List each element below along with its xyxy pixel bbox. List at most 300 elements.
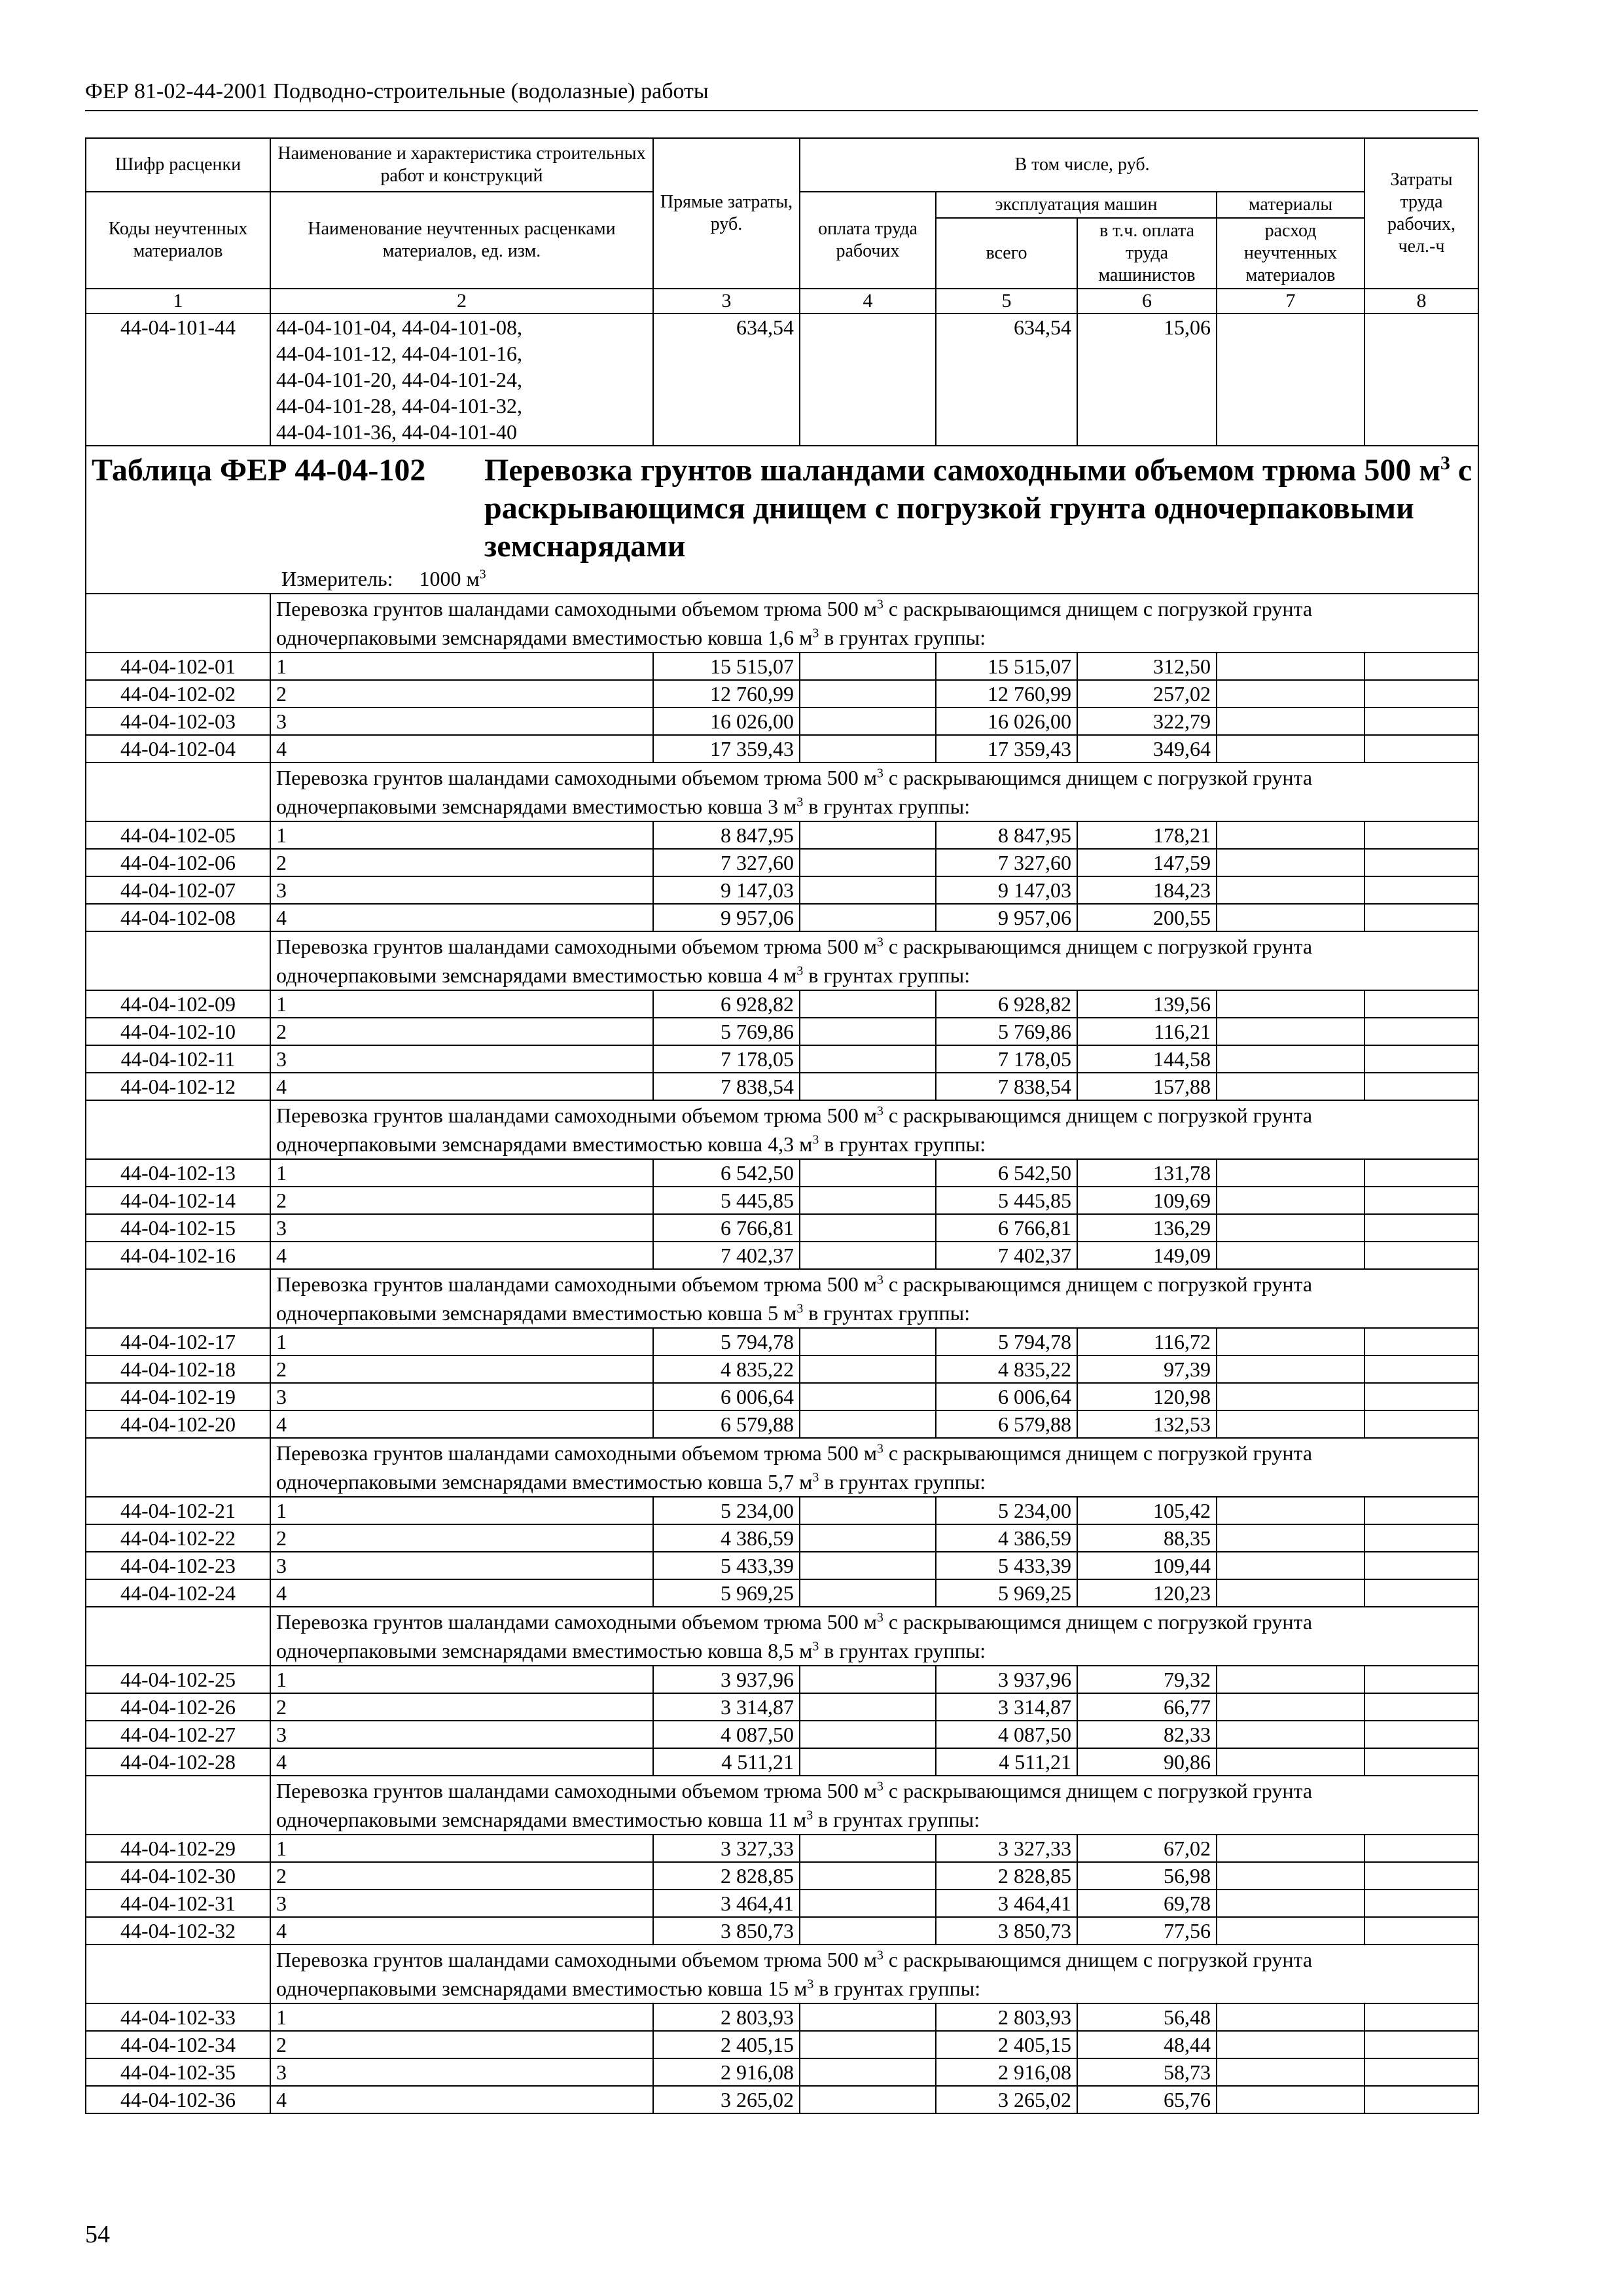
labor-cost — [1364, 1524, 1478, 1552]
section-empty-cell — [86, 1945, 270, 2003]
section-sup: 3 — [806, 1808, 813, 1823]
section-sup: 3 — [876, 1948, 883, 1963]
machines-total: 5 969,25 — [936, 1579, 1077, 1607]
labor-cost — [1364, 990, 1478, 1018]
machines-total: 7 178,05 — [936, 1045, 1077, 1073]
table-row — [86, 1328, 1478, 1355]
materials — [1217, 1045, 1364, 1073]
labor-cost — [1364, 1721, 1478, 1748]
direct-cost: 5 433,39 — [653, 1552, 800, 1579]
machines-total: 2 405,15 — [936, 2031, 1077, 2058]
machines-pay: 200,55 — [1077, 904, 1217, 931]
machines-total: 5 769,86 — [936, 1018, 1077, 1045]
col-direct-header: Прямые затраты, руб. — [653, 138, 800, 289]
soil-group: 2 — [270, 1355, 653, 1383]
labor-pay — [800, 876, 936, 904]
machines-pay: 97,39 — [1077, 1355, 1217, 1383]
direct-cost: 4 386,59 — [653, 1524, 800, 1552]
machines-total: 2 828,85 — [936, 1862, 1077, 1890]
section-header-row — [86, 594, 1478, 653]
direct-cost: 5 234,00 — [653, 1497, 800, 1524]
labor-pay — [800, 1579, 936, 1607]
section-text: Перевозка грунтов шаландами самоходными объемом трюма 500 м — [276, 1441, 877, 1465]
labor-cost — [1364, 1383, 1478, 1410]
rate-code: 44-04-102-01 — [86, 653, 270, 680]
section-sup: 3 — [796, 795, 804, 810]
section-sup: 3 — [796, 1301, 804, 1316]
labor-cost — [1364, 1242, 1478, 1269]
machines-total: 6 579,88 — [936, 1410, 1077, 1438]
rate-code: 44-04-102-18 — [86, 1355, 270, 1383]
machines-total: 17 359,43 — [936, 735, 1077, 762]
rate-code: 44-04-102-34 — [86, 2031, 270, 2058]
table-title-text: Перевозка грунтов шаландами самоходными объемом трюма 500 $м^3$ с раскрывающимся днищем с погрузкой грунта одночерпаковыми земснарядами — [484, 452, 1472, 564]
machines-total: 5 445,85 — [936, 1187, 1077, 1214]
section-text: в грунтах группы: — [819, 1132, 986, 1156]
machines-pay: 65,76 — [1077, 2086, 1217, 2113]
machines-total: 7 838,54 — [936, 1073, 1077, 1100]
table-row — [86, 849, 1478, 876]
table-row — [86, 1073, 1478, 1100]
section-text: Перевозка грунтов шаландами самоходными объемом трюма 500 м — [276, 1610, 877, 1634]
rate-code: 44-04-102-26 — [86, 1693, 270, 1721]
rate-code: 44-04-102-16 — [86, 1242, 270, 1269]
soil-group: 2 — [270, 1187, 653, 1214]
direct-cost: 3 265,02 — [653, 2086, 800, 2113]
materials — [1217, 849, 1364, 876]
col-labor-pay-header: оплата труда рабочих — [800, 192, 936, 289]
column-number: 7 — [1217, 289, 1364, 314]
direct-cost: 7 838,54 — [653, 1073, 800, 1100]
machines-pay: 322,79 — [1077, 708, 1217, 735]
materials — [1217, 1666, 1364, 1693]
prev-linked-codes — [270, 314, 653, 446]
section-sup: 3 — [876, 935, 883, 950]
section-text: с раскрывающимся днищем с погрузкой грунта одночерпаковыми земснарядами вместимостью ковша 11 м — [276, 1779, 1313, 1831]
soil-group: 2 — [270, 1862, 653, 1890]
materials — [1217, 1835, 1364, 1862]
labor-cost — [1364, 680, 1478, 708]
materials — [1217, 904, 1364, 931]
machines-total: 15 515,07 — [936, 653, 1077, 680]
machines-total: 3 265,02 — [936, 2086, 1077, 2113]
rate-code: 44-04-102-33 — [86, 2003, 270, 2031]
col-name-header: Наименование и характеристика строительных работ и конструкций — [270, 138, 653, 192]
labor-pay — [800, 821, 936, 849]
table-row — [86, 2031, 1478, 2058]
soil-group: 1 — [270, 653, 653, 680]
table-row — [86, 2003, 1478, 2031]
soil-group: 1 — [270, 1328, 653, 1355]
section-sup: 3 — [812, 1639, 819, 1654]
labor-pay — [800, 2086, 936, 2113]
section-text: в грунтах группы: — [819, 1470, 986, 1494]
section-empty-cell — [86, 1269, 270, 1328]
table-row — [86, 1045, 1478, 1073]
labor-cost — [1364, 653, 1478, 680]
column-number: 3 — [653, 289, 800, 314]
table-row — [86, 653, 1478, 680]
materials — [1217, 653, 1364, 680]
materials — [1217, 1748, 1364, 1776]
materials — [1217, 1890, 1364, 1917]
machines-pay: 136,29 — [1077, 1214, 1217, 1242]
direct-cost: 8 847,95 — [653, 821, 800, 849]
direct-cost: 6 928,82 — [653, 990, 800, 1018]
section-text: Перевозка грунтов шаландами самоходными объемом трюма 500 м — [276, 597, 877, 620]
rate-code: 44-04-102-08 — [86, 904, 270, 931]
materials — [1217, 1355, 1364, 1383]
prev-direct: 634,54 — [653, 314, 800, 446]
materials — [1217, 1328, 1364, 1355]
machines-pay: 139,56 — [1077, 990, 1217, 1018]
col-machines-pay-header: в т.ч. оплата труда машинистов — [1077, 218, 1217, 289]
machines-pay: 56,98 — [1077, 1862, 1217, 1890]
section-empty-cell — [86, 594, 270, 653]
machines-pay: 58,73 — [1077, 2058, 1217, 2086]
table-row — [86, 1383, 1478, 1410]
machines-pay: 257,02 — [1077, 680, 1217, 708]
table-row — [86, 990, 1478, 1018]
col-materials-sub-header: расход неучтенных материалов — [1217, 218, 1364, 289]
table-row — [86, 1835, 1478, 1862]
labor-cost — [1364, 1410, 1478, 1438]
section-text: в грунтах группы: — [803, 963, 971, 987]
materials — [1217, 1018, 1364, 1045]
machines-pay: 56,48 — [1077, 2003, 1217, 2031]
soil-group: 3 — [270, 1721, 653, 1748]
section-description — [270, 931, 1478, 990]
labor-cost — [1364, 1045, 1478, 1073]
direct-cost: 3 937,96 — [653, 1666, 800, 1693]
labor-pay — [800, 2003, 936, 2031]
machines-pay: 157,88 — [1077, 1073, 1217, 1100]
labor-pay — [800, 1552, 936, 1579]
rate-code: 44-04-102-04 — [86, 735, 270, 762]
direct-cost: 15 515,07 — [653, 653, 800, 680]
labor-pay — [800, 2058, 936, 2086]
soil-group: 4 — [270, 735, 653, 762]
section-text: в грунтах группы: — [803, 795, 971, 818]
materials — [1217, 821, 1364, 849]
machines-pay: 349,64 — [1077, 735, 1217, 762]
section-header-row — [86, 931, 1478, 990]
col-machines-total-header: всего — [936, 218, 1077, 289]
table-row — [86, 1917, 1478, 1945]
labor-pay — [800, 990, 936, 1018]
rate-code: 44-04-102-14 — [86, 1187, 270, 1214]
machines-total: 2 803,93 — [936, 2003, 1077, 2031]
table-row — [86, 1721, 1478, 1748]
labor-pay — [800, 904, 936, 931]
soil-group: 1 — [270, 1159, 653, 1187]
machines-pay: 178,21 — [1077, 821, 1217, 849]
rate-code: 44-04-102-35 — [86, 2058, 270, 2086]
labor-cost — [1364, 1214, 1478, 1242]
materials — [1217, 1721, 1364, 1748]
machines-pay: 82,33 — [1077, 1721, 1217, 1748]
section-header-row — [86, 1438, 1478, 1497]
machines-pay: 48,44 — [1077, 2031, 1217, 2058]
labor-cost — [1364, 876, 1478, 904]
section-text: с раскрывающимся днищем с погрузкой грунта одночерпаковыми земснарядами вместимостью ковша 8,5 м — [276, 1610, 1313, 1662]
materials — [1217, 2058, 1364, 2086]
table-row — [86, 876, 1478, 904]
machines-pay: 109,69 — [1077, 1187, 1217, 1214]
labor-pay — [800, 1383, 936, 1410]
section-text: с раскрывающимся днищем с погрузкой грунта одночерпаковыми земснарядами вместимостью ковша 4 м — [276, 935, 1313, 987]
machines-pay: 147,59 — [1077, 849, 1217, 876]
soil-group: 2 — [270, 1693, 653, 1721]
linked-code-line: 44-04-101-04, 44-04-101-08, — [276, 315, 522, 339]
direct-cost: 2 828,85 — [653, 1862, 800, 1890]
section-header-row — [86, 1945, 1478, 2003]
labor-cost — [1364, 735, 1478, 762]
direct-cost: 4 511,21 — [653, 1748, 800, 1776]
labor-pay — [800, 1214, 936, 1242]
soil-group: 3 — [270, 1383, 653, 1410]
section-sup: 3 — [812, 1132, 819, 1147]
section-empty-cell — [86, 1438, 270, 1497]
labor-pay — [800, 1693, 936, 1721]
direct-cost: 7 402,37 — [653, 1242, 800, 1269]
labor-cost — [1364, 2031, 1478, 2058]
machines-pay: 184,23 — [1077, 876, 1217, 904]
labor-cost — [1364, 708, 1478, 735]
prev-table-row — [86, 314, 1478, 446]
col-labor-cost-header: Затраты труда рабочих, чел.-ч — [1364, 138, 1478, 289]
prev-machines-pay: 15,06 — [1077, 314, 1217, 446]
section-sup: 3 — [876, 597, 883, 612]
section-sup: 3 — [876, 766, 883, 781]
materials — [1217, 1917, 1364, 1945]
rate-code: 44-04-102-28 — [86, 1748, 270, 1776]
soil-group: 1 — [270, 1497, 653, 1524]
labor-pay — [800, 1748, 936, 1776]
labor-cost — [1364, 1159, 1478, 1187]
soil-group: 1 — [270, 2003, 653, 2031]
materials — [1217, 990, 1364, 1018]
labor-pay — [800, 653, 936, 680]
soil-group: 4 — [270, 1242, 653, 1269]
linked-code-line: 44-04-101-20, 44-04-101-24, — [276, 368, 522, 391]
machines-pay: 69,78 — [1077, 1890, 1217, 1917]
rates-table — [85, 137, 1479, 2114]
table-row — [86, 2058, 1478, 2086]
materials — [1217, 708, 1364, 735]
labor-pay — [800, 1862, 936, 1890]
direct-cost: 5 969,25 — [653, 1579, 800, 1607]
rate-code: 44-04-102-10 — [86, 1018, 270, 1045]
column-number: 4 — [800, 289, 936, 314]
section-text: Перевозка грунтов шаландами самоходными объемом трюма 500 м — [276, 766, 877, 789]
table-row — [86, 1890, 1478, 1917]
column-number: 2 — [270, 289, 653, 314]
section-sup: 3 — [807, 1977, 814, 1992]
soil-group: 2 — [270, 2031, 653, 2058]
labor-cost — [1364, 1890, 1478, 1917]
page-header: ФЕР 81-02-44-2001 Подводно-строительные (водолазные) работы — [85, 77, 1478, 111]
machines-pay: 149,09 — [1077, 1242, 1217, 1269]
col-machines-header: эксплуатация машин — [936, 192, 1217, 218]
rate-code: 44-04-102-07 — [86, 876, 270, 904]
table-row — [86, 1187, 1478, 1214]
section-description — [270, 594, 1478, 653]
materials — [1217, 1187, 1364, 1214]
machines-pay: 131,78 — [1077, 1159, 1217, 1187]
section-description — [270, 1607, 1478, 1666]
labor-cost — [1364, 1187, 1478, 1214]
labor-cost — [1364, 1073, 1478, 1100]
labor-cost — [1364, 1693, 1478, 1721]
table-row — [86, 1524, 1478, 1552]
linked-code-line: 44-04-101-12, 44-04-101-16, — [276, 342, 522, 365]
section-text: в грунтах группы: — [819, 1639, 986, 1662]
section-sup: 3 — [812, 1470, 819, 1485]
col-incl-header: В том числе, руб. — [800, 138, 1364, 192]
labor-pay — [800, 1890, 936, 1917]
labor-cost — [1364, 1328, 1478, 1355]
table-row — [86, 821, 1478, 849]
table-row — [86, 1159, 1478, 1187]
rate-code: 44-04-102-17 — [86, 1328, 270, 1355]
materials — [1217, 1214, 1364, 1242]
labor-cost — [1364, 2003, 1478, 2031]
machines-total: 6 928,82 — [936, 990, 1077, 1018]
labor-cost — [1364, 1018, 1478, 1045]
machines-total: 16 026,00 — [936, 708, 1077, 735]
machines-total: 4 386,59 — [936, 1524, 1077, 1552]
materials — [1217, 1383, 1364, 1410]
section-description — [270, 1269, 1478, 1328]
table-row — [86, 1242, 1478, 1269]
machines-pay: 120,98 — [1077, 1383, 1217, 1410]
soil-group: 4 — [270, 1410, 653, 1438]
section-text: Перевозка грунтов шаландами самоходными объемом трюма 500 м — [276, 1779, 877, 1803]
section-description — [270, 1100, 1478, 1159]
labor-pay — [800, 680, 936, 708]
labor-cost — [1364, 1835, 1478, 1862]
materials — [1217, 680, 1364, 708]
machines-pay: 79,32 — [1077, 1666, 1217, 1693]
machines-total: 2 916,08 — [936, 2058, 1077, 2086]
section-header-row — [86, 1100, 1478, 1159]
direct-cost: 6 766,81 — [653, 1214, 800, 1242]
direct-cost: 4 835,22 — [653, 1355, 800, 1383]
machines-total: 4 835,22 — [936, 1355, 1077, 1383]
labor-cost — [1364, 1748, 1478, 1776]
table-title-row — [86, 446, 1478, 594]
soil-group: 2 — [270, 1524, 653, 1552]
prev-labor-pay — [800, 314, 936, 446]
materials — [1217, 1693, 1364, 1721]
linked-code-line: 44-04-101-36, 44-04-101-40 — [276, 420, 517, 444]
soil-group: 3 — [270, 1552, 653, 1579]
direct-cost: 3 850,73 — [653, 1917, 800, 1945]
table-row — [86, 1552, 1478, 1579]
machines-pay: 66,77 — [1077, 1693, 1217, 1721]
materials — [1217, 1073, 1364, 1100]
machines-total: 3 464,41 — [936, 1890, 1077, 1917]
labor-pay — [800, 1018, 936, 1045]
table-row — [86, 1748, 1478, 1776]
linked-code-line: 44-04-101-28, 44-04-101-32, — [276, 394, 522, 418]
column-number: 6 — [1077, 289, 1217, 314]
soil-group: 4 — [270, 2086, 653, 2113]
table-row — [86, 735, 1478, 762]
machines-total: 7 327,60 — [936, 849, 1077, 876]
labor-cost — [1364, 1862, 1478, 1890]
section-header-row — [86, 1776, 1478, 1835]
materials — [1217, 2031, 1364, 2058]
page-number: 54 — [85, 2221, 110, 2248]
col-code-header: Шифр расценки — [86, 138, 270, 192]
section-text: Перевозка грунтов шаландами самоходными объемом трюма 500 м — [276, 935, 877, 958]
section-header-row — [86, 762, 1478, 821]
machines-total: 12 760,99 — [936, 680, 1077, 708]
section-sup: 3 — [876, 1779, 883, 1794]
machines-total: 3 314,87 — [936, 1693, 1077, 1721]
rate-code: 44-04-102-12 — [86, 1073, 270, 1100]
labor-cost — [1364, 1355, 1478, 1383]
materials — [1217, 1410, 1364, 1438]
labor-cost — [1364, 1552, 1478, 1579]
direct-cost: 7 178,05 — [653, 1045, 800, 1073]
direct-cost: 2 916,08 — [653, 2058, 800, 2086]
labor-pay — [800, 1328, 936, 1355]
table-row — [86, 1497, 1478, 1524]
labor-pay — [800, 849, 936, 876]
soil-group: 3 — [270, 708, 653, 735]
rate-code: 44-04-102-02 — [86, 680, 270, 708]
section-text: с раскрывающимся днищем с погрузкой грунта одночерпаковыми земснарядами вместимостью ковша 5,7 м — [276, 1441, 1313, 1494]
direct-cost: 5 794,78 — [653, 1328, 800, 1355]
section-text: Перевозка грунтов шаландами самоходными объемом трюма 500 м — [276, 1272, 877, 1296]
machines-total: 6 542,50 — [936, 1159, 1077, 1187]
labor-pay — [800, 1410, 936, 1438]
labor-pay — [800, 1917, 936, 1945]
table-row — [86, 1666, 1478, 1693]
labor-pay — [800, 1045, 936, 1073]
machines-pay: 105,42 — [1077, 1497, 1217, 1524]
materials — [1217, 1579, 1364, 1607]
table-row — [86, 904, 1478, 931]
machines-pay: 120,23 — [1077, 1579, 1217, 1607]
table-title-label: Таблица ФЕР 44-04-102 — [92, 453, 426, 488]
section-text: Перевозка грунтов шаландами самоходными объемом трюма 500 м — [276, 1103, 877, 1127]
section-sup: 3 — [812, 626, 819, 641]
direct-cost: 3 464,41 — [653, 1890, 800, 1917]
prev-code: 44-04-101-44 — [86, 314, 270, 446]
soil-group: 2 — [270, 680, 653, 708]
section-description — [270, 1945, 1478, 2003]
table-row — [86, 1579, 1478, 1607]
section-sup: 3 — [876, 1441, 883, 1456]
table-row — [86, 1018, 1478, 1045]
section-text: в грунтах группы: — [813, 1808, 980, 1831]
rate-code: 44-04-102-05 — [86, 821, 270, 849]
labor-pay — [800, 2031, 936, 2058]
machines-total: 3 327,33 — [936, 1835, 1077, 1862]
materials — [1217, 735, 1364, 762]
rate-code: 44-04-102-31 — [86, 1890, 270, 1917]
rate-code: 44-04-102-25 — [86, 1666, 270, 1693]
rate-code: 44-04-102-13 — [86, 1159, 270, 1187]
soil-group: 2 — [270, 1018, 653, 1045]
rate-code: 44-04-102-11 — [86, 1045, 270, 1073]
rate-code: 44-04-102-03 — [86, 708, 270, 735]
machines-total: 7 402,37 — [936, 1242, 1077, 1269]
